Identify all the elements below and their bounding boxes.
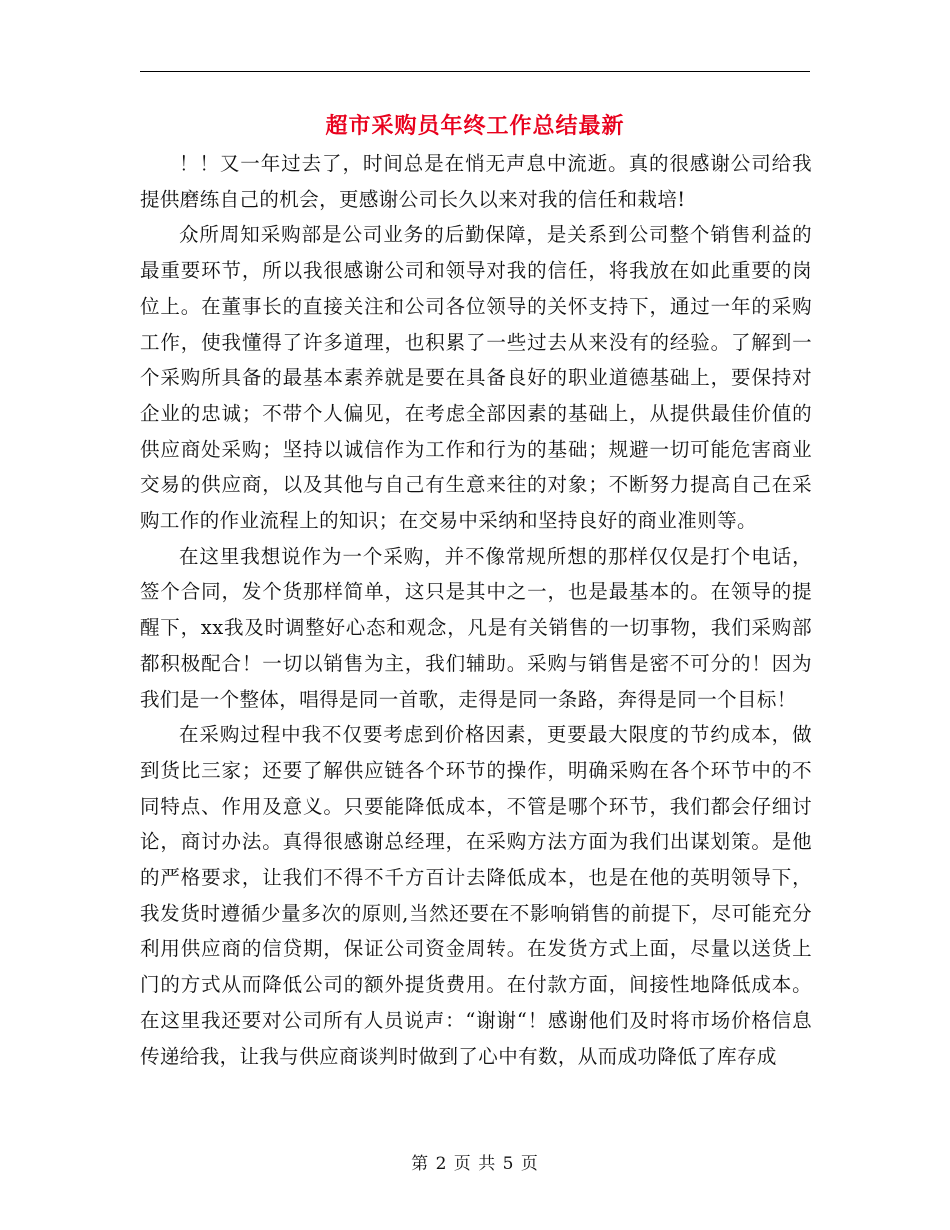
- header-rule: [140, 71, 810, 72]
- page-footer: 第 2 页 共 5 页: [411, 1154, 539, 1174]
- paragraph-3: 在这里我想说作为一个采购，并不像常规所想的那样仅仅是打个电话，签个合同，发个货那样简单，这只是其中之一，也是最基本的。在领导的提醒下，xx我及时调整好心态和观念，凡是有关销售的一切事物，我们采购部都积极配合！一切以销售为主，我们辅助。采购与销售是密不可分的！因为我们是一个整体，唱得是同一首歌，走得是同一条路，奔得是同一个目标！: [140, 544, 812, 711]
- document-title: 超市采购员年终工作总结最新: [325, 113, 625, 139]
- paragraph-4: 在采购过程中我不仅要考虑到价格因素，更要最大限度的节约成本，做到货比三家；还要了解供应链各个环节的操作，明确采购在各个环节中的不同特点、作用及意义。只要能降低成本，不管是哪个环节，我们都会仔细讨论，商讨办法。真得很感谢总经理，在采购方法方面为我们出谋划策。是他的严格要求，让我们不得不千方百计去降低成本，也是在他的英明领导下，我发货时遵循少量多次的原则,当然还要在不影响销售的前提下，尽可能充分利用供应商的信贷期，保证公司资金周转。在发货方式上面，尽量以送货上门的方式从而降低公司的额外提货费用。在付款方面，间接性地降低成本。在这里我还要对公司所有人员说声：“谢谢“！感谢他们及时将市场价格信息传递给我，让我与供应商谈判时做到了心中有数，从而成功降低了库存成: [140, 723, 812, 1068]
- document-body: [140, 146, 812, 1074]
- paragraph-2: 众所周知采购部是公司业务的后勤保障，是关系到公司整个销售利益的最重要环节，所以我很感谢公司和领导对我的信任，将我放在如此重要的岗位上。在董事长的直接关注和公司各位领导的关怀支持下，通过一年的采购工作，使我懂得了许多道理，也积累了一些过去从来没有的经验。了解到一个采购所具备的最基本素养就是要在具备良好的职业道德基础上，要保持对企业的忠诚；不带个人偏见，在考虑全部因素的基础上，从提供最佳价值的供应商处采购；坚持以诚信作为工作和行为的基础；规避一切可能危害商业交易的供应商，以及其他与自己有生意来往的对象；不断努力提高自己在采购工作的作业流程上的知识；在交易中采纳和坚持良好的商业准则等。: [140, 223, 812, 533]
- paragraph-1: ！！又一年过去了，时间总是在悄无声息中流逝。真的很感谢公司给我提供磨练自己的机会，更感谢公司长久以来对我的信任和栽培!: [140, 152, 812, 211]
